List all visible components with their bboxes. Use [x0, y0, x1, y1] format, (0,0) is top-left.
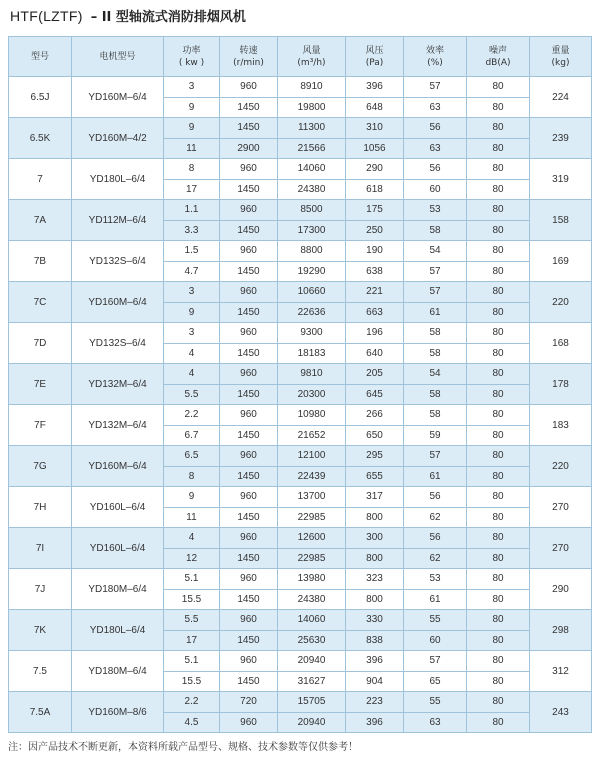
header-speed [220, 37, 278, 77]
spec-table [8, 36, 592, 733]
cell-pressure: 618 [346, 179, 404, 200]
cell-airflow: 24380 [278, 179, 346, 200]
header-motor [72, 37, 164, 77]
cell-speed: 960 [220, 282, 278, 303]
cell-weight: 312 [530, 651, 592, 692]
cell-power: 17 [164, 179, 220, 200]
cell-noise: 80 [467, 343, 530, 364]
cell-airflow: 18183 [278, 343, 346, 364]
cell-efficiency: 58 [404, 384, 467, 405]
header-label: 风压 [365, 45, 384, 56]
cell-speed: 720 [220, 692, 278, 713]
cell-power: 11 [164, 507, 220, 528]
cell-pressure: 310 [346, 118, 404, 139]
cell-noise: 80 [467, 261, 530, 282]
cell-speed: 960 [220, 610, 278, 631]
cell-power: 3.3 [164, 220, 220, 241]
cell-speed: 960 [220, 200, 278, 221]
cell-noise: 80 [467, 118, 530, 139]
cell-speed: 1450 [220, 671, 278, 692]
cell-noise: 80 [467, 589, 530, 610]
cell-speed: 960 [220, 528, 278, 549]
cell-speed: 960 [220, 405, 278, 426]
cell-speed: 960 [220, 323, 278, 344]
cell-efficiency: 62 [404, 507, 467, 528]
cell-airflow: 9810 [278, 364, 346, 385]
cell-airflow: 14060 [278, 610, 346, 631]
cell-power: 2.2 [164, 405, 220, 426]
cell-motor: YD160M–6/4 [72, 446, 164, 487]
cell-efficiency: 55 [404, 692, 467, 713]
cell-power: 8 [164, 466, 220, 487]
cell-speed: 1450 [220, 630, 278, 651]
header-unit: (Pa) [365, 57, 384, 68]
cell-pressure: 317 [346, 487, 404, 508]
cell-power: 5.5 [164, 610, 220, 631]
cell-model: 7B [9, 241, 72, 282]
header-label: 型号 [30, 51, 49, 62]
cell-weight: 298 [530, 610, 592, 651]
cell-power: 5.1 [164, 651, 220, 672]
table-row [9, 77, 592, 98]
table-row [9, 651, 592, 672]
cell-weight: 220 [530, 282, 592, 323]
cell-motor: YD160L–6/4 [72, 487, 164, 528]
cell-noise: 80 [467, 610, 530, 631]
cell-pressure: 250 [346, 220, 404, 241]
cell-pressure: 645 [346, 384, 404, 405]
cell-efficiency: 54 [404, 364, 467, 385]
cell-efficiency: 56 [404, 528, 467, 549]
cell-noise: 80 [467, 466, 530, 487]
cell-speed: 1450 [220, 589, 278, 610]
cell-efficiency: 58 [404, 220, 467, 241]
cell-power: 5.1 [164, 569, 220, 590]
cell-motor: YD112M–6/4 [72, 200, 164, 241]
cell-noise: 80 [467, 446, 530, 467]
cell-speed: 960 [220, 487, 278, 508]
cell-pressure: 290 [346, 159, 404, 180]
cell-motor: YD160M–6/4 [72, 77, 164, 118]
cell-motor: YD160M–8/6 [72, 692, 164, 733]
table-header-row [9, 37, 592, 77]
cell-weight: 178 [530, 364, 592, 405]
cell-noise: 80 [467, 282, 530, 303]
cell-speed: 1450 [220, 97, 278, 118]
table-row [9, 241, 592, 262]
cell-speed: 960 [220, 77, 278, 98]
header-unit: ( kw ) [178, 57, 205, 68]
header-unit: (m³/h) [297, 57, 326, 68]
cell-pressure: 648 [346, 97, 404, 118]
cell-airflow: 24380 [278, 589, 346, 610]
table-body [9, 77, 592, 733]
cell-noise: 80 [467, 528, 530, 549]
cell-noise: 80 [467, 405, 530, 426]
cell-pressure: 396 [346, 651, 404, 672]
cell-speed: 960 [220, 569, 278, 590]
cell-noise: 80 [467, 241, 530, 262]
cell-weight: 243 [530, 692, 592, 733]
cell-efficiency: 53 [404, 569, 467, 590]
cell-efficiency: 62 [404, 548, 467, 569]
cell-weight: 270 [530, 487, 592, 528]
cell-model: 7E [9, 364, 72, 405]
cell-speed: 1450 [220, 548, 278, 569]
cell-airflow: 22985 [278, 507, 346, 528]
cell-efficiency: 57 [404, 446, 467, 467]
cell-speed: 960 [220, 364, 278, 385]
cell-power: 4 [164, 343, 220, 364]
cell-motor: YD132M–6/4 [72, 364, 164, 405]
header-label: 风量 [302, 45, 321, 56]
cell-weight: 290 [530, 569, 592, 610]
header-label: 功率 [182, 45, 201, 56]
cell-model: 7F [9, 405, 72, 446]
header-label: 电机型号 [99, 51, 136, 62]
cell-motor: YD132S–6/4 [72, 241, 164, 282]
cell-airflow: 19290 [278, 261, 346, 282]
header-label: 重量 [551, 45, 570, 56]
cell-power: 8 [164, 159, 220, 180]
cell-pressure: 396 [346, 712, 404, 733]
header-efficiency [404, 37, 467, 77]
cell-weight: 169 [530, 241, 592, 282]
table-row [9, 569, 592, 590]
cell-pressure: 1056 [346, 138, 404, 159]
cell-efficiency: 61 [404, 589, 467, 610]
header-unit: dB(A) [485, 57, 511, 68]
cell-power: 4 [164, 528, 220, 549]
table-row [9, 446, 592, 467]
cell-weight: 168 [530, 323, 592, 364]
footer-note: 注：因产品技术不断更新，本资料所载产品型号、规格、技术参数等仅供参考！ [8, 742, 358, 753]
cell-airflow: 13980 [278, 569, 346, 590]
cell-airflow: 8910 [278, 77, 346, 98]
cell-efficiency: 56 [404, 159, 467, 180]
cell-noise: 80 [467, 569, 530, 590]
cell-model: 7I [9, 528, 72, 569]
cell-noise: 80 [467, 302, 530, 323]
cell-pressure: 904 [346, 671, 404, 692]
title-subtitle: – II 型轴流式消防排烟风机 [90, 10, 246, 25]
cell-pressure: 640 [346, 343, 404, 364]
cell-pressure: 196 [346, 323, 404, 344]
cell-noise: 80 [467, 712, 530, 733]
cell-airflow: 15705 [278, 692, 346, 713]
cell-pressure: 190 [346, 241, 404, 262]
header-noise [467, 37, 530, 77]
cell-efficiency: 63 [404, 712, 467, 733]
cell-speed: 1450 [220, 261, 278, 282]
cell-airflow: 20940 [278, 712, 346, 733]
cell-noise: 80 [467, 671, 530, 692]
cell-weight: 319 [530, 159, 592, 200]
cell-power: 15.5 [164, 589, 220, 610]
cell-noise: 80 [467, 364, 530, 385]
cell-airflow: 17300 [278, 220, 346, 241]
cell-power: 4.7 [164, 261, 220, 282]
cell-power: 3 [164, 323, 220, 344]
cell-airflow: 20940 [278, 651, 346, 672]
cell-pressure: 295 [346, 446, 404, 467]
cell-power: 5.5 [164, 384, 220, 405]
table-row [9, 487, 592, 508]
cell-pressure: 650 [346, 425, 404, 446]
cell-airflow: 8500 [278, 200, 346, 221]
cell-efficiency: 59 [404, 425, 467, 446]
cell-efficiency: 58 [404, 323, 467, 344]
cell-airflow: 14060 [278, 159, 346, 180]
cell-airflow: 22439 [278, 466, 346, 487]
cell-airflow: 21566 [278, 138, 346, 159]
cell-power: 15.5 [164, 671, 220, 692]
cell-airflow: 12600 [278, 528, 346, 549]
cell-speed: 960 [220, 446, 278, 467]
cell-power: 1.5 [164, 241, 220, 262]
cell-model: 7C [9, 282, 72, 323]
cell-noise: 80 [467, 323, 530, 344]
cell-weight: 158 [530, 200, 592, 241]
cell-efficiency: 58 [404, 405, 467, 426]
cell-model: 7J [9, 569, 72, 610]
cell-noise: 80 [467, 384, 530, 405]
cell-pressure: 638 [346, 261, 404, 282]
cell-pressure: 223 [346, 692, 404, 713]
cell-speed: 960 [220, 712, 278, 733]
table-row [9, 528, 592, 549]
cell-model: 7G [9, 446, 72, 487]
cell-motor: YD132M–6/4 [72, 405, 164, 446]
cell-pressure: 800 [346, 589, 404, 610]
cell-model: 6.5K [9, 118, 72, 159]
cell-model: 7.5 [9, 651, 72, 692]
header-airflow [278, 37, 346, 77]
header-weight [530, 37, 592, 77]
cell-power: 11 [164, 138, 220, 159]
cell-pressure: 838 [346, 630, 404, 651]
cell-speed: 960 [220, 241, 278, 262]
cell-model: 7K [9, 610, 72, 651]
cell-noise: 80 [467, 138, 530, 159]
cell-noise: 80 [467, 425, 530, 446]
cell-airflow: 8800 [278, 241, 346, 262]
cell-power: 6.7 [164, 425, 220, 446]
cell-power: 3 [164, 77, 220, 98]
cell-pressure: 300 [346, 528, 404, 549]
cell-pressure: 175 [346, 200, 404, 221]
cell-efficiency: 57 [404, 77, 467, 98]
header-label: 转速 [239, 45, 258, 56]
cell-motor: YD160M–6/4 [72, 282, 164, 323]
cell-speed: 1450 [220, 466, 278, 487]
cell-noise: 80 [467, 692, 530, 713]
cell-airflow: 10980 [278, 405, 346, 426]
cell-pressure: 205 [346, 364, 404, 385]
cell-speed: 1450 [220, 179, 278, 200]
cell-noise: 80 [467, 200, 530, 221]
cell-speed: 1450 [220, 384, 278, 405]
cell-noise: 80 [467, 630, 530, 651]
table-row [9, 364, 592, 385]
cell-speed: 2900 [220, 138, 278, 159]
cell-noise: 80 [467, 97, 530, 118]
cell-noise: 80 [467, 220, 530, 241]
cell-airflow: 9300 [278, 323, 346, 344]
cell-motor: YD160M–4/2 [72, 118, 164, 159]
cell-pressure: 800 [346, 507, 404, 528]
cell-power: 9 [164, 97, 220, 118]
header-label: 噪声 [488, 45, 507, 56]
header-unit: (kg) [551, 57, 570, 68]
cell-noise: 80 [467, 487, 530, 508]
cell-pressure: 663 [346, 302, 404, 323]
header-unit: (r/min) [233, 57, 264, 68]
cell-model: 7H [9, 487, 72, 528]
cell-airflow: 31627 [278, 671, 346, 692]
cell-power: 6.5 [164, 446, 220, 467]
cell-noise: 80 [467, 77, 530, 98]
cell-pressure: 266 [346, 405, 404, 426]
cell-model: 7A [9, 200, 72, 241]
cell-efficiency: 57 [404, 261, 467, 282]
cell-power: 9 [164, 302, 220, 323]
cell-efficiency: 60 [404, 630, 467, 651]
cell-efficiency: 63 [404, 138, 467, 159]
cell-efficiency: 60 [404, 179, 467, 200]
cell-power: 12 [164, 548, 220, 569]
table-row [9, 323, 592, 344]
cell-noise: 80 [467, 159, 530, 180]
cell-weight: 183 [530, 405, 592, 446]
cell-airflow: 21652 [278, 425, 346, 446]
cell-power: 9 [164, 487, 220, 508]
cell-speed: 960 [220, 159, 278, 180]
cell-pressure: 330 [346, 610, 404, 631]
cell-speed: 960 [220, 651, 278, 672]
cell-noise: 80 [467, 507, 530, 528]
table-row [9, 610, 592, 631]
cell-airflow: 22985 [278, 548, 346, 569]
cell-pressure: 800 [346, 548, 404, 569]
cell-speed: 1450 [220, 425, 278, 446]
header-pressure [346, 37, 404, 77]
cell-motor: YD160L–6/4 [72, 528, 164, 569]
cell-weight: 224 [530, 77, 592, 118]
cell-pressure: 323 [346, 569, 404, 590]
cell-efficiency: 58 [404, 343, 467, 364]
cell-efficiency: 65 [404, 671, 467, 692]
cell-pressure: 655 [346, 466, 404, 487]
header-unit: (%) [427, 57, 443, 68]
cell-power: 4 [164, 364, 220, 385]
cell-airflow: 25630 [278, 630, 346, 651]
cell-airflow: 10660 [278, 282, 346, 303]
cell-efficiency: 55 [404, 610, 467, 631]
cell-pressure: 396 [346, 77, 404, 98]
cell-motor: YD180M–6/4 [72, 569, 164, 610]
cell-noise: 80 [467, 179, 530, 200]
cell-airflow: 11300 [278, 118, 346, 139]
cell-efficiency: 61 [404, 466, 467, 487]
cell-model: 6.5J [9, 77, 72, 118]
cell-airflow: 22636 [278, 302, 346, 323]
cell-noise: 80 [467, 651, 530, 672]
page-title [10, 5, 246, 27]
cell-efficiency: 56 [404, 118, 467, 139]
cell-efficiency: 54 [404, 241, 467, 262]
header-power [164, 37, 220, 77]
cell-airflow: 12100 [278, 446, 346, 467]
cell-power: 17 [164, 630, 220, 651]
cell-airflow: 13700 [278, 487, 346, 508]
cell-power: 4.5 [164, 712, 220, 733]
cell-speed: 1450 [220, 220, 278, 241]
cell-efficiency: 61 [404, 302, 467, 323]
cell-airflow: 20300 [278, 384, 346, 405]
header-model [9, 37, 72, 77]
cell-model: 7.5A [9, 692, 72, 733]
cell-efficiency: 56 [404, 487, 467, 508]
table-row [9, 692, 592, 713]
table-row [9, 118, 592, 139]
cell-efficiency: 57 [404, 651, 467, 672]
table-row [9, 405, 592, 426]
table-row [9, 159, 592, 180]
cell-efficiency: 53 [404, 200, 467, 221]
cell-motor: YD180L–6/4 [72, 610, 164, 651]
cell-model: 7D [9, 323, 72, 364]
cell-power: 1.1 [164, 200, 220, 221]
cell-airflow: 19800 [278, 97, 346, 118]
cell-motor: YD180L–6/4 [72, 159, 164, 200]
table-row [9, 200, 592, 221]
cell-motor: YD132S–6/4 [72, 323, 164, 364]
cell-power: 2.2 [164, 692, 220, 713]
cell-power: 3 [164, 282, 220, 303]
cell-weight: 270 [530, 528, 592, 569]
cell-speed: 1450 [220, 343, 278, 364]
cell-speed: 1450 [220, 118, 278, 139]
cell-efficiency: 57 [404, 282, 467, 303]
cell-pressure: 221 [346, 282, 404, 303]
cell-noise: 80 [467, 548, 530, 569]
cell-weight: 239 [530, 118, 592, 159]
header-label: 效率 [425, 45, 444, 56]
cell-speed: 1450 [220, 507, 278, 528]
cell-power: 9 [164, 118, 220, 139]
cell-efficiency: 63 [404, 97, 467, 118]
model-series: HTF(LZTF) [10, 8, 83, 24]
cell-model: 7 [9, 159, 72, 200]
cell-weight: 220 [530, 446, 592, 487]
cell-motor: YD180M–6/4 [72, 651, 164, 692]
table-row [9, 282, 592, 303]
cell-speed: 1450 [220, 302, 278, 323]
